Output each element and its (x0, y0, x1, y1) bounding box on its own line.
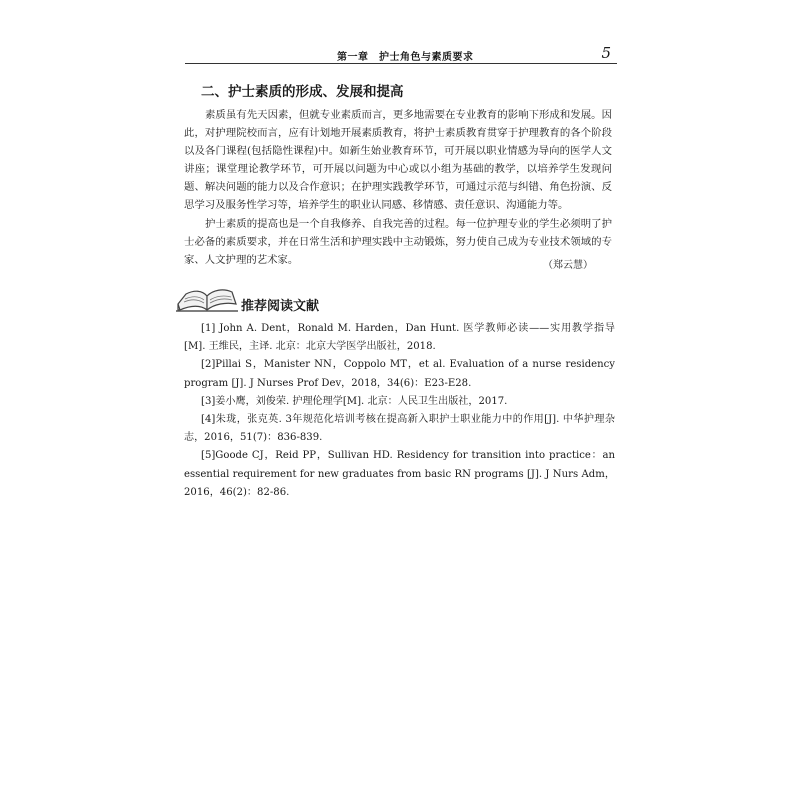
reference-item: [2]Pillai S，Manister NN，Coppolo MT，et al. Evaluation of a nurse residency program [J]. J Nurses Prof Dev，2018，34(6)：E23-E28. (184, 359, 615, 389)
header-rule (185, 63, 617, 64)
open-book-icon (176, 280, 238, 314)
reference-item: [3]姜小鹰，刘俊荣. 护理伦理学[M]. 北京：人民卫生出版社，2017. (201, 395, 508, 407)
author-signature: （郑云慧） (543, 260, 593, 271)
body-paragraph: 护士素质的提高也是一个自我修养、自我完善的过程。每一位护理专业的学生必须明了护士必备的素质要求，并在日常生活和护理实践中主动锻炼，努力使自己成为专业技术领域的专家、人文护理的艺术家。 (184, 217, 612, 266)
reference-list (184, 320, 615, 502)
reference-item: [5]Goode CJ，Reid PP，Sullivan HD. Residency for transition into practice：an essential requirement for new graduates from basic RN programs [J]. J Nurs Adm，2016，46(2)：82-86. (184, 450, 615, 498)
recommended-reading-header (176, 280, 476, 314)
reference-item: [4]朱珑，张克英. 3年规范化培训考核在提高新入职护士职业能力中的作用[J]. 中华护理杂志，2016，51(7)：836-839. (184, 414, 615, 444)
reference-item: [1] John A. Dent，Ronald M. Harden，Dan Hunt. 医学教师必读——实用教学指导[M]. 王维民，主译. 北京：北京大学医学出版社，2018. (184, 323, 615, 353)
body-text (184, 106, 612, 269)
recommended-reading-title: 推荐阅读文献 (241, 299, 320, 314)
body-paragraph: 素质虽有先天因素，但就专业素质而言，更多地需要在专业教育的影响下形成和发展。因此，对护理院校而言，应有计划地开展素质教育，将护士素质教育贯穿于护理教育的各个阶段以及各门课程(包括隐性课程)中。如新生始业教育环节，可开展以职业情感为导向的医学人文讲座；课堂理论教学环节，可开展以问题为中心或以小组为基础的教学，以培养学生发现问题、解决问题的能力以及合作意识；在护理实践教学环节，可通过示范与纠错、角色扮演、反思学习及服务性学习等，培养学生的职业认同感、移情感、责任意识、沟通能力等。 (184, 109, 612, 212)
section-heading: 二、护士素质的形成、发展和提高 (201, 84, 404, 100)
page-number: 5 (601, 44, 611, 62)
running-head (185, 44, 617, 64)
chapter-title: 第一章 护士角色与素质要求 (337, 52, 474, 63)
